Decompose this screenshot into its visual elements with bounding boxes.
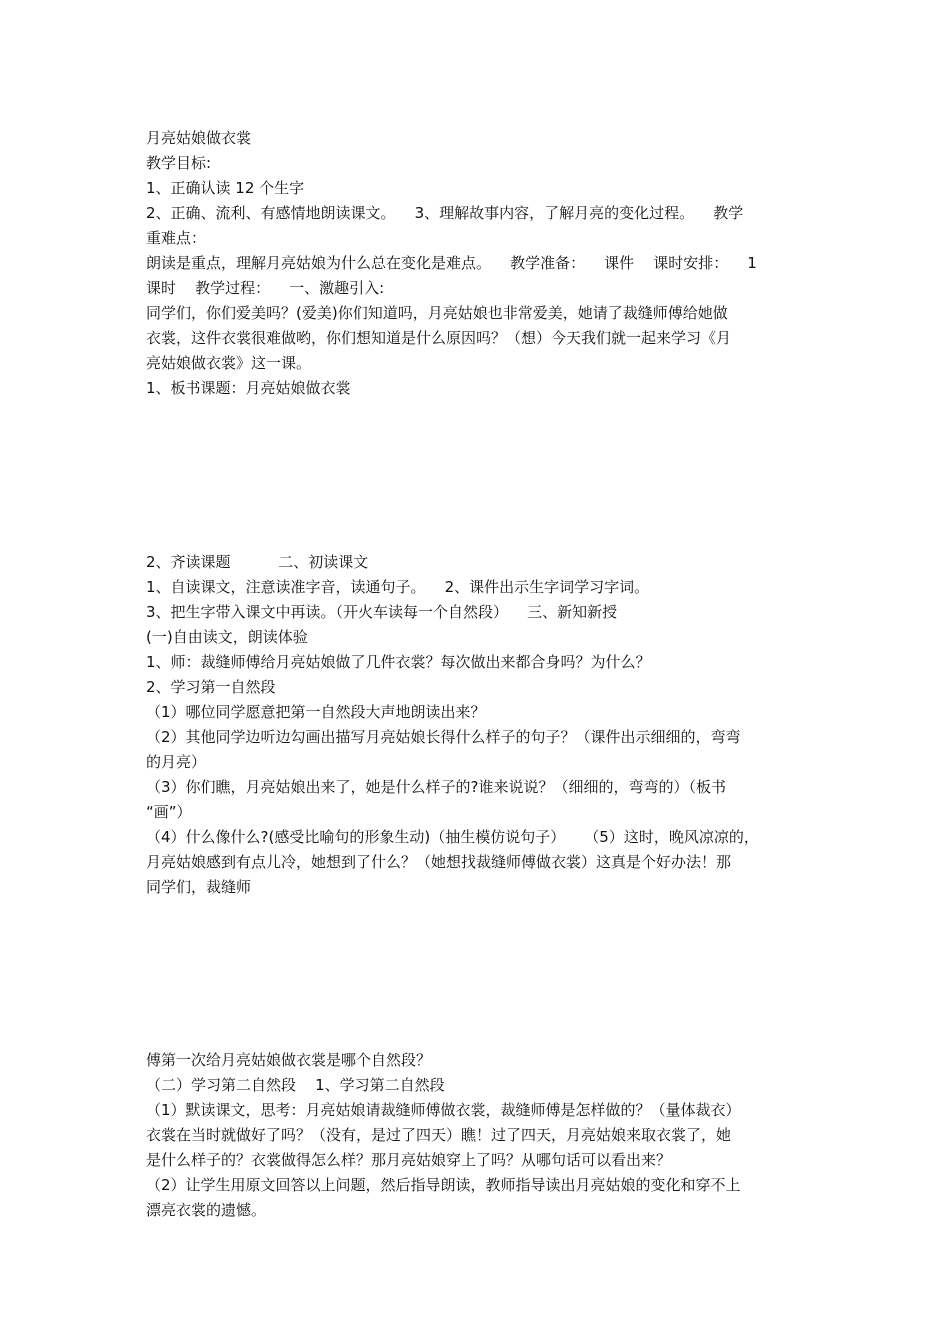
text-line: 2、学习第一自然段 xyxy=(146,678,276,696)
text-line: （1）默读课文，思考：月亮姑娘请裁缝师傅做衣裳，裁缝师傅是怎样做的？（量体裁衣） xyxy=(146,1101,741,1119)
text-line: 漂亮衣裳的遗憾。 xyxy=(146,1201,267,1219)
text-line: 重难点： xyxy=(146,229,207,247)
text-line: 朗读是重点，理解月亮姑娘为什么总在变化是难点。 教学准备： 课件 课时安排： 1 xyxy=(146,254,757,272)
text-line: （4）什么像什么?(感受比喻句的形象生动)（抽生模仿说句子） （5）这时，晚风凉凉的， xyxy=(146,828,759,846)
text-line: 同学们，裁缝师 xyxy=(146,878,252,896)
text-line: 同学们，你们爱美吗？(爱美)你们知道吗，月亮姑娘也非常爱美，她请了裁缝师傅给她做 xyxy=(146,304,728,322)
text-line: 的月亮） xyxy=(146,753,207,771)
text-line: 2、齐读课题 二、初读课文 xyxy=(146,553,369,571)
text-line: 是什么样子的？衣裳做得怎么样？那月亮姑娘穿上了吗？从哪句话可以看出来？ xyxy=(146,1151,672,1169)
document-title: 月亮姑娘做衣裳 xyxy=(146,129,252,147)
text-line: 2、正确、流利、有感情地朗读课文。 3、理解故事内容，了解月亮的变化过程。 教学 xyxy=(146,204,744,222)
text-line: 课时 教学过程： 一、激趣引入: xyxy=(146,279,385,297)
text-line: 教学目标: xyxy=(146,154,212,172)
text-line: 1、板书课题：月亮姑娘做衣裳 xyxy=(146,379,351,397)
text-line: （3）你们瞧，月亮姑娘出来了，她是什么样子的?谁来说说？（细细的，弯弯的）（板书 xyxy=(146,778,727,796)
text-line: 1、正确认读 12 个生字 xyxy=(146,179,305,197)
text-line: 月亮姑娘感到有点儿冷，她想到了什么？（她想找裁缝师傅做衣裳）这真是个好办法！那 xyxy=(146,853,732,871)
text-line: 1、师：裁缝师傅给月亮姑娘做了几件衣裳？每次做出来都合身吗？为什么？ xyxy=(146,653,651,671)
text-line: 傅第一次给月亮姑娘做衣裳是哪个自然段？ xyxy=(146,1051,432,1069)
text-line: (一)自由读文，朗读体验 xyxy=(146,628,308,646)
text-line: （2）让学生用原文回答以上问题，然后指导朗读，教师指导读出月亮姑娘的变化和穿不上 xyxy=(146,1176,741,1194)
text-line: “画”） xyxy=(146,803,192,821)
text-line: 3、把生字带入课文中再读。（开火车读每一个自然段） 三、新知新授 xyxy=(146,603,618,621)
text-line: 1、自读课文，注意读准字音，读通句子。 2、课件出示生字词学习字词。 xyxy=(146,578,650,596)
text-line: 亮姑娘做衣裳》这一课。 xyxy=(146,354,312,372)
text-line: （1）哪位同学愿意把第一自然段大声地朗读出来？ xyxy=(146,703,486,721)
text-line: （2）其他同学边听边勾画出描写月亮姑娘长得什么样子的句子？（课件出示细细的，弯弯 xyxy=(146,728,741,746)
text-line: 衣裳，这件衣裳很难做哟，你们想知道是什么原因吗？（想）今天我们就一起来学习《月 xyxy=(146,329,732,347)
text-line: 衣裳在当时就做好了吗？（没有，是过了四天）瞧！过了四天，月亮姑娘来取衣裳了，她 xyxy=(146,1126,732,1144)
text-line: （二）学习第二自然段 1、学习第二自然段 xyxy=(146,1076,445,1094)
